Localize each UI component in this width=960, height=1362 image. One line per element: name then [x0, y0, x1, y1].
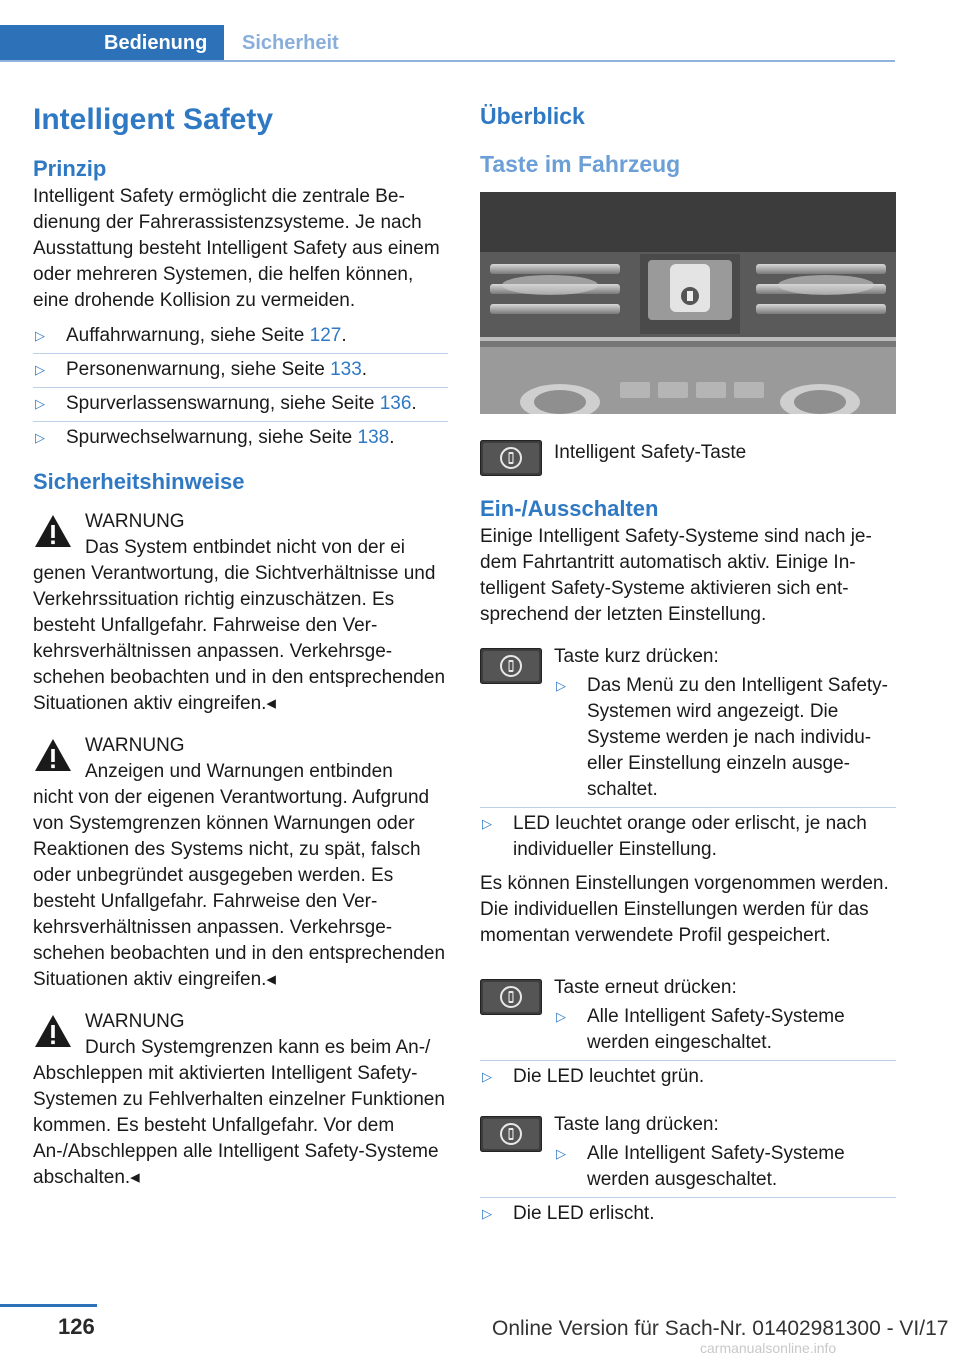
bullet-triangle-icon: ▷ [482, 1069, 492, 1084]
left-column [33, 100, 448, 1191]
warning-text: nicht von der eigenen Verantwortung. Aufgrund von Systemgrenzen können Warnungen oder Reaktionen des Systems nicht, zu spät, falsch oder unbegründet ausgegeben werden. Es besteht Unfallgefahr. Fahrweise den Verkehrsverhältnissen anpassen. Verkehrsgeschehen beobachten und in den entsprechenden Situationen aktiv eingreifen.◂ [33, 787, 446, 990]
led-orange-list [480, 807, 896, 867]
dashboard-photo [480, 192, 896, 414]
list-item: ▷ Spurwechselwarnung, siehe Seite 138. [33, 422, 448, 455]
intelligent-safety-button-icon [480, 979, 542, 1015]
list-item: ▷ Personenwarnung, siehe Seite 133. [33, 354, 448, 388]
kurz-list [554, 670, 896, 807]
list-item: ▷ Auffahrwarnung, siehe Seite 127. [33, 320, 448, 354]
einaus-heading: Ein-/Ausschalten [480, 496, 659, 521]
kurz-label: Taste kurz drücken: [554, 646, 719, 667]
control-lang [480, 1112, 896, 1197]
led-gruen-list [480, 1060, 896, 1094]
warning-text: genen Verantwortung, die Sichtverhältnisse und Verkehrssituation richtig einzuschätzen. Es besteht Unfallgefahr. Fahrweise den Verkehrsverhältnissen anpassen. Verkehrsgeschehen beobachten und in den entsprechenden Situationen aktiv eingreifen.◂ [33, 563, 446, 714]
erneut-list [554, 1001, 896, 1060]
bullet-triangle-icon: ▷ [556, 678, 566, 693]
right-column [480, 100, 896, 1231]
bullet-triangle-icon: ▷ [35, 362, 45, 377]
bullet-triangle-icon: ▷ [482, 1206, 492, 1221]
control-kurz [480, 644, 896, 807]
button-caption-row [480, 436, 896, 466]
control-erneut [480, 975, 896, 1060]
watermark: carmanualsonline.info [700, 1340, 837, 1356]
list-item: ▷ LED leuchtet orange oder erlischt, je nach individueller Einstellung. [482, 813, 867, 860]
led-erlischt-list [480, 1197, 896, 1231]
header-tabs [0, 25, 339, 61]
warning-triangle-icon [33, 513, 73, 549]
warning-label: WARNUNG [85, 735, 185, 756]
page-link[interactable]: 136 [379, 393, 412, 414]
intelligent-safety-button-icon [480, 648, 542, 684]
bullet-triangle-icon: ▷ [35, 328, 45, 343]
bullet-triangle-icon: ▷ [482, 816, 492, 831]
page-title: Intelligent Safety [33, 103, 274, 136]
intelligent-safety-button-icon [480, 440, 542, 476]
footer-rule [0, 1304, 97, 1307]
page-link[interactable]: 127 [309, 325, 342, 346]
bullet-triangle-icon: ▷ [556, 1009, 566, 1024]
intelligent-safety-button-icon [480, 1116, 542, 1152]
page-link[interactable]: 138 [357, 427, 390, 448]
page-link[interactable]: 133 [330, 359, 362, 380]
warning-triangle-icon [33, 1013, 73, 1049]
list-item: ▷ Alle Intelligent Safety-Systeme werden ausgeschaltet. [556, 1143, 845, 1190]
header-rule [0, 60, 895, 62]
overview-heading: Überblick [480, 103, 585, 129]
lang-label: Taste lang drücken: [554, 1114, 719, 1135]
button-caption: Intelligent Safety-Taste [554, 442, 747, 463]
list-item: ▷ Die LED leuchtet grün. [480, 1061, 896, 1094]
warning-text: Abschleppen mit aktivierten Intelligent Safety-Systemen zu Fehlverhalten einzelner Funktionen kommen. Es besteht Unfallgefahr. Vor dem An-/Abschleppen alle Intelligent Safety-Systeme abschalten.◂ [33, 1063, 445, 1188]
prinzip-text: Intelligent Safety ermöglicht die zentrale Bedienung der Fahrerassistenzsysteme. Je nach Ausstattung besteht Intelligent Safety aus einem oder mehreren Systemen, die helfen können, eine drohende Kollision zu vermeiden. [33, 186, 440, 311]
bullet-triangle-icon: ▷ [35, 430, 45, 445]
taste-heading: Taste im Fahrzeug [480, 151, 681, 177]
tab-sicherheit[interactable]: Sicherheit [242, 32, 339, 54]
warning-block: WARNUNG Anzeigen und Warnungen entbinden nicht von der eigenen Verantwortung. Aufgrund von Systemgrenzen können Warnungen oder Reaktionen des Systems nicht, zu spät, falsch oder unbegründet ausgegeben werden. Es besteht Unfallgefahr. Fahrweise den Verkehrsverhältnissen anpassen. Verkehrsgeschehen beobachten und in den entsprechenden Situationen aktiv eingreifen.◂ [33, 733, 448, 993]
list-item: ▷ Das Menü zu den Intelligent Safety-Systemen wird angezeigt. Die Systeme werden je nach individueller Einstellung einzeln ausgeschaltet. [556, 675, 889, 800]
warning-label: WARNUNG [85, 1011, 185, 1032]
warning-block: WARNUNG Durch Systemgrenzen kann es beim An-/ Abschleppen mit aktivierten Intelligent Safety-Systemen zu Fehlverhalten einzelner Funktionen kommen. Es besteht Unfallgefahr. Vor dem An-/Abschleppen alle Intelligent Safety-Systeme abschalten.◂ [33, 1009, 448, 1191]
erneut-label: Taste erneut drücken: [554, 977, 737, 998]
bullet-triangle-icon: ▷ [35, 396, 45, 411]
safety-heading: Sicherheitshinweise [33, 469, 245, 494]
page-number: 126 [58, 1314, 95, 1339]
online-version: Online Version für Sach-Nr. 01402981300 - VI/17 [492, 1317, 949, 1340]
tab-bedienung[interactable]: Bedienung [0, 25, 224, 61]
warning-label: WARNUNG [85, 511, 185, 532]
system-list [33, 320, 448, 455]
lang-list [554, 1138, 896, 1197]
list-item: ▷ Die LED erlischt. [480, 1198, 896, 1231]
prinzip-heading: Prinzip [33, 156, 107, 181]
einaus-text: Einige Intelligent Safety-Systeme sind nach jedem Fahrtantritt automatisch aktiv. Einige Intelligent Safety-Systeme aktivieren sich entsprechend der letzten Einstellung. [480, 526, 872, 625]
list-item: ▷ Alle Intelligent Safety-Systeme werden eingeschaltet. [556, 1006, 845, 1053]
warning-block: WARNUNG Das System entbindet nicht von der ei genen Verantwortung, die Sichtverhältnisse und Verkehrssituation richtig einzuschätzen. Es besteht Unfallgefahr. Fahrweise den Verkehrsverhältnissen anpassen. Verkehrsgeschehen beobachten und in den entsprechenden Situationen aktiv eingreifen.◂ [33, 509, 448, 717]
list-item: ▷ Spurverlassenswarnung, siehe Seite 136. [33, 388, 448, 422]
bullet-triangle-icon: ▷ [556, 1146, 566, 1161]
warning-triangle-icon [33, 737, 73, 773]
settings-text: Es können Einstellungen vorgenommen werden. Die individuellen Einstellungen werden für das momentan verwendete Profil gespeichert. [480, 873, 889, 946]
